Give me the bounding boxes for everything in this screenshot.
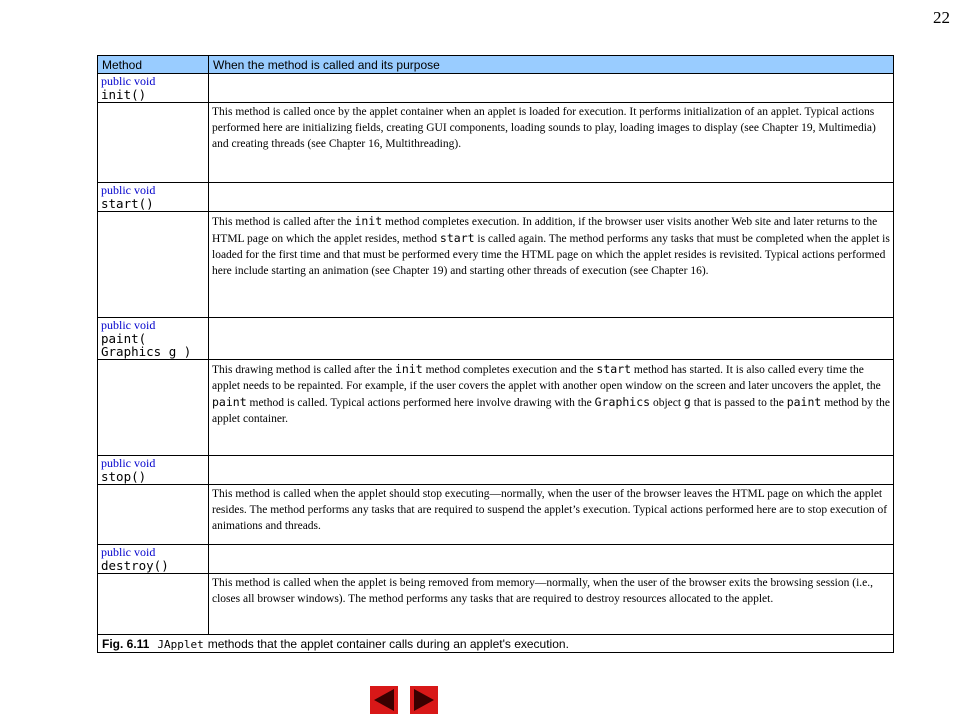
description-text: This method is called when the applet is being removed from memory—normally, when the user of the browser exits the browsing session (i.e., closes all browser windows). The method performs any tasks that are required to destroy resources allocated to the applet. xyxy=(212,577,873,605)
description-text: This method is called once by the applet container when an applet is loaded for execution. It performs initialization of an applet. Typical actions performed here are initializing fields, creating GUI components, loading sounds to play, loading images to display (see Chapter 19, Multimedia) and creating threads (see Chapter 16, Multithreading). xyxy=(212,106,876,150)
method-name: stop() xyxy=(101,469,147,484)
header-purpose: When the method is called and its purpose xyxy=(209,56,894,74)
empty-cell xyxy=(209,318,894,360)
return-type-keyword: public void xyxy=(101,545,156,559)
description-text: method completes execution. In addition, if the browser user visits another Web site and later returns to the HTML page on which the applet resides, method xyxy=(212,216,878,245)
method-description xyxy=(209,360,894,456)
return-type-keyword: public void xyxy=(101,456,156,470)
empty-cell xyxy=(98,485,209,545)
figure-caption-text: methods that the applet container calls during an applet's execution. xyxy=(207,637,569,651)
method-name: destroy() xyxy=(101,558,169,573)
method-parameter: Graphics g ) xyxy=(101,344,192,359)
caption-row xyxy=(98,635,894,653)
inline-code: start xyxy=(596,362,632,376)
inline-code: paint xyxy=(786,395,822,409)
page-number: 22 xyxy=(933,8,950,27)
inline-code: g xyxy=(683,395,691,409)
header-method: Method xyxy=(98,56,209,74)
right-arrow-icon xyxy=(414,689,434,711)
empty-cell xyxy=(98,574,209,635)
method-description-row xyxy=(98,103,894,183)
left-arrow-icon xyxy=(374,689,394,711)
empty-cell xyxy=(209,545,894,574)
description-text: is called again. The method performs any tasks that must be completed when the applet is loaded for the first time and that must be performed every time the HTML page on which the applet resides is revisited. Typical actions performed here include starting an animation (see Chapter 19) and starting other threads of execution (see Chapter 16). xyxy=(212,233,890,277)
method-signature xyxy=(98,183,209,212)
inline-code: init xyxy=(394,362,423,376)
description-text: object xyxy=(650,397,684,409)
next-slide-button[interactable] xyxy=(410,686,438,714)
applet-methods-table xyxy=(97,55,894,653)
description-text: method has started. It is also called every time the applet needs to be repainted. For example, if the user covers the applet with another open window on the screen and later uncovers the applet, the xyxy=(212,364,881,392)
method-description-row xyxy=(98,360,894,456)
return-type-keyword: public void xyxy=(101,74,156,88)
figure-label: Fig. 6.11 xyxy=(102,637,150,651)
table-header-row xyxy=(98,56,894,74)
method-description xyxy=(209,103,894,183)
return-type-keyword: public void xyxy=(101,318,156,332)
inline-code: init xyxy=(354,214,383,228)
method-signature xyxy=(98,545,209,574)
method-description-row xyxy=(98,485,894,545)
method-description xyxy=(209,485,894,545)
description-text: method completes execution and the xyxy=(422,364,597,376)
figure-class-name: JApplet xyxy=(157,638,204,651)
description-text: This drawing method is called after the xyxy=(212,364,395,376)
description-text: This method is called after the xyxy=(212,216,355,228)
method-signature-row xyxy=(98,318,894,360)
method-signature-row xyxy=(98,456,894,485)
method-signature-row xyxy=(98,74,894,103)
method-signature-row xyxy=(98,545,894,574)
method-description-row xyxy=(98,212,894,318)
method-signature xyxy=(98,74,209,103)
method-name: start() xyxy=(101,196,154,211)
empty-cell xyxy=(209,74,894,103)
method-name: init() xyxy=(101,87,147,102)
empty-cell xyxy=(98,360,209,456)
method-signature xyxy=(98,456,209,485)
inline-code: Graphics xyxy=(594,395,651,409)
inline-code: paint xyxy=(212,395,247,409)
method-signature xyxy=(98,318,209,360)
description-text: method is called. Typical actions performed here involve drawing with the xyxy=(246,397,595,409)
empty-cell xyxy=(209,183,894,212)
empty-cell xyxy=(98,103,209,183)
empty-cell xyxy=(98,212,209,318)
return-type-keyword: public void xyxy=(101,183,156,197)
inline-code: start xyxy=(439,231,475,245)
previous-slide-button[interactable] xyxy=(370,686,398,714)
method-description-row xyxy=(98,574,894,635)
method-description xyxy=(209,574,894,635)
method-description xyxy=(209,212,894,318)
description-text: that is passed to the xyxy=(690,397,787,409)
figure-caption xyxy=(98,635,894,653)
empty-cell xyxy=(209,456,894,485)
method-name: paint( xyxy=(101,331,147,346)
method-signature-row xyxy=(98,183,894,212)
description-text: method by the applet container. xyxy=(212,397,890,425)
description-text: This method is called when the applet should stop executing—normally, when the user of the browser leaves the HTML page on which the applet resides. The method performs any tasks that are required to suspend the applet’s execution. Typical actions performed here are to stop execution of animations and threads. xyxy=(212,488,888,532)
